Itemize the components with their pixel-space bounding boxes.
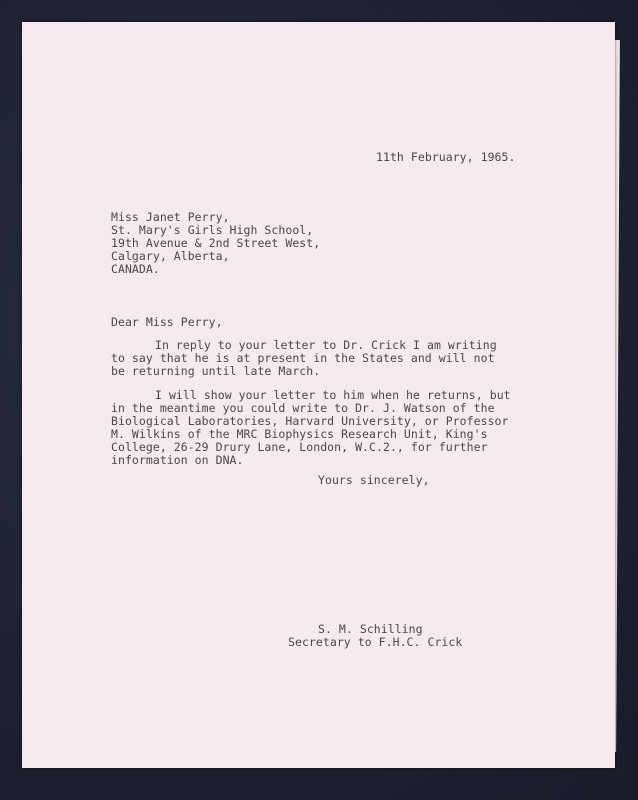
closing: Yours sincerely, [318, 473, 430, 487]
paragraph-line: to say that he is at present in the States and will not [111, 351, 495, 365]
address-line: St. Mary's Girls High School, [111, 223, 314, 237]
address-line: Calgary, Alberta, [111, 249, 230, 263]
paragraph-line: information on DNA. [111, 453, 244, 467]
signer-title: Secretary to F.H.C. Crick [288, 635, 463, 649]
letter-date: 11th February, 1965. [376, 150, 516, 164]
paragraph-line: be returning until late March. [111, 364, 321, 378]
paragraph-line: In reply to your letter to Dr. Crick I am writing [155, 338, 497, 352]
paragraph-line: M. Wilkins of the MRC Biophysics Research Unit, King's [111, 427, 488, 441]
salutation: Dear Miss Perry, [111, 315, 223, 329]
address-line: 19th Avenue & 2nd Street West, [111, 236, 321, 250]
signer-name: S. M. Schilling [318, 622, 423, 636]
paragraph-line: I will show your letter to him when he returns, but [155, 388, 511, 402]
address-line: Miss Janet Perry, [111, 210, 230, 224]
address-line: CANADA. [111, 262, 160, 276]
paragraph-line: Biological Laboratories, Harvard University, or Professor [111, 414, 509, 428]
paragraph-line: in the meantime you could write to Dr. J. Watson of the [111, 401, 495, 415]
paragraph-line: College, 26-29 Drury Lane, London, W.C.2., for further [111, 440, 488, 454]
